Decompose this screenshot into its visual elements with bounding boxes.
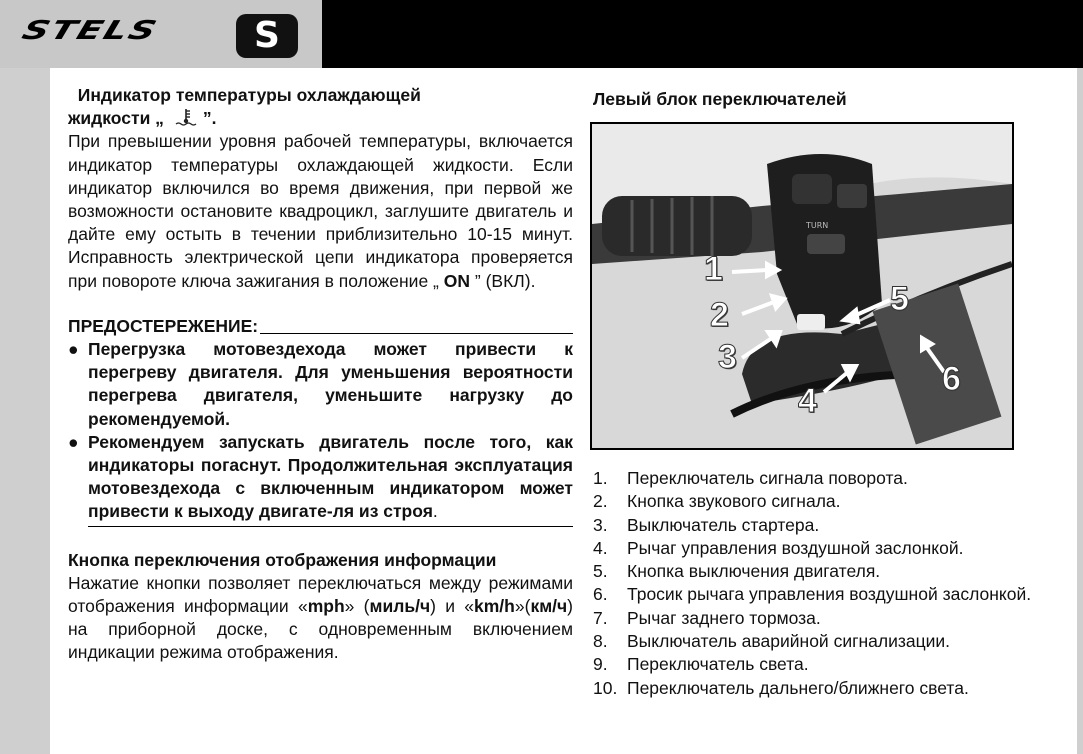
list-item: 10. Переключатель дальнего/ближнего света. — [593, 677, 969, 698]
bullet-icon: ● — [68, 431, 79, 452]
list-item: 6. Тросик рычага управления воздушной заслонкой. — [593, 584, 1032, 605]
brand-emblem: S — [236, 14, 298, 58]
coolant-temperature-icon — [175, 108, 197, 126]
bullet-icon: ● — [68, 339, 79, 360]
brand-logo — [0, 0, 322, 68]
list-item: 5. Кнопка выключения двигателя. — [593, 561, 881, 582]
coolant-body: При превышении уровня рабочей температуры, включается индикатор температуры охлаждающей жидкости. Если индикатор включился во время движения, при первой же возможности остановите квадроцикл, заглушите двигатель и дайте ему остыть в течении приблизительно 10-15 минут. Исправность электрической цепи индикатора проверяется при повороте ключа зажигания в положение „ ON ” (ВКЛ). — [68, 131, 573, 291]
brand-wordmark: STELS — [18, 16, 162, 46]
photo-label-5: 5 — [890, 280, 909, 318]
warning-heading: ПРЕДОСТЕРЕЖЕНИЕ: — [68, 315, 573, 338]
left-column — [68, 84, 573, 665]
photo-label-2: 2 — [710, 296, 729, 334]
list-item: 9. Переключатель света. — [593, 654, 809, 675]
photo-label-1: 1 — [704, 250, 723, 288]
list-item: 7. Рычаг заднего тормоза. — [593, 607, 821, 628]
handlebar-switch-photo — [590, 122, 1014, 450]
list-item: 1. Переключатель сигнала поворота. — [593, 468, 908, 488]
switch-parts-list — [593, 467, 1063, 700]
list-item: 8. Выключатель аварийной сигнализации. — [593, 631, 951, 652]
list-item: 3. Выключатель стартера. — [593, 514, 820, 535]
coolant-title: Индикатор температуры охлаждающей жидкости „ ”. — [68, 85, 421, 129]
warning-item-overload: ● Перегрузка мотовездехода может привести к перегреву двигателя. Для уменьшения вероятности перегрева двигателя, уменьшите нагрузку до рекомендуемой. — [68, 339, 573, 429]
list-item: 2. Кнопка звукового сигнала. — [593, 491, 841, 512]
right-margin-strip — [1077, 68, 1083, 754]
warning-item-indicators: ● Рекомендуем запускать двигатель после того, как индикаторы погаснут. Продолжительная эксплуатация мотовездехода с включенным индикатором может привести к выходу двигате-ля из строя. — [68, 431, 573, 522]
list-item: 4. Рычаг управления воздушной заслонкой. — [593, 537, 964, 558]
photo-label-3: 3 — [718, 338, 737, 376]
display-button-body: Нажатие кнопки позволяет переключаться между режимами отображения информации «mph» (миль/ч) и «km/h»(км/ч) на приборной доске, с одновременным включением индикации режима отображения. — [68, 572, 573, 663]
svg-text:TURN: TURN — [806, 221, 829, 230]
switch-block-title: Левый блок переключателей — [593, 89, 847, 109]
display-button-title: Кнопка переключения отображения информации — [68, 549, 497, 570]
right-column-title — [593, 88, 1053, 111]
photo-label-4: 4 — [798, 382, 817, 420]
photo-label-6: 6 — [942, 360, 961, 398]
left-margin-strip — [0, 68, 50, 754]
